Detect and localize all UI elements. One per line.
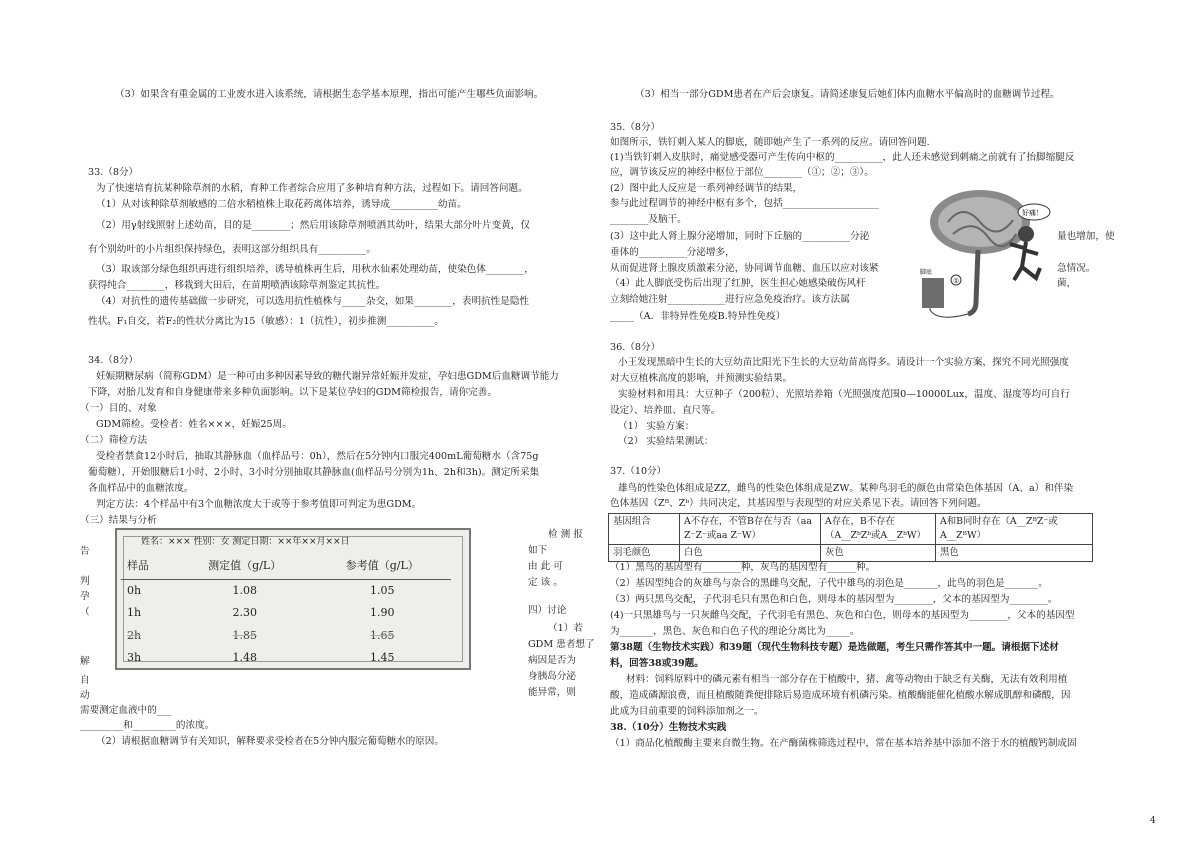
q34-section1: （一）目的、对象: [80, 403, 157, 414]
q33-intro: 为了快速培育抗某种除草剂的水稻，育种工作者综合应用了多种培育种方法，过程如下。请回答问题。: [96, 183, 528, 194]
gene-table-cell: A存在，B不存在（A__ZᵇZᵇ或A__ZᵇW）: [821, 514, 936, 545]
q33-part2a: （2）用γ射线照射上述幼苗，目的是________；然后用该除草剂喷洒其幼叶，结果大部分叶片变黄，仅: [96, 220, 530, 231]
report-col-sample: 样品: [121, 554, 176, 579]
elective-note-b: 料，回答38或39题。: [610, 658, 704, 669]
side-right-9: 能异常，则: [528, 687, 576, 698]
q33-part3a: （3）取该部分绿色组织再进行组织培养，诱导植株再生后，用秋水仙素处理幼苗，使染色体________，: [96, 264, 534, 275]
side-left-6: 动: [80, 690, 90, 701]
figure-label-num: ①: [953, 277, 960, 285]
figure-label-box: 脚底: [920, 269, 933, 276]
report-cell: 0h: [127, 583, 142, 597]
q35-part4a: （4）此人脚底受伤后出现了红肿，医生担心她感染破伤风杆: [610, 278, 866, 289]
q36-part2: （2） 实验结果测试：: [618, 436, 714, 447]
speech-bubble: [1018, 204, 1050, 220]
side-left-3: （: [80, 607, 90, 618]
gene-table-cell: A不存在，不管B存在与否（aa Z⁻Z⁻或aa Z⁻W）: [680, 514, 821, 545]
report-cell: 2.30: [232, 606, 257, 619]
q37-part2: （2）基因型纯合的灰雄鸟与杂合的黑雌鸟交配，子代中雄鸟的羽色是_______，此鸟的羽色是_______。: [610, 578, 1048, 589]
q33-part4b: 性状。F₁自交，若F₂的性状分离比为15（敏感）：1（抗性），初步推测__________。: [88, 316, 444, 327]
q35-part2a: (2）图中此人反应是一系列神经调节的结果，: [610, 183, 803, 194]
gene-table-cell: 基因组合: [609, 514, 680, 545]
report-cell: 1.90: [369, 606, 395, 619]
report-cell: 1.65: [369, 628, 395, 642]
report-cell: 1.48: [232, 651, 257, 664]
q34-section2-c: 各血样品中的血糖浓度。: [88, 483, 194, 494]
figure-label-bubble: 好痛！: [1022, 209, 1043, 217]
q34-section3: （三）结果与分析: [80, 515, 157, 526]
q35-part3-right2: 急情况。: [1057, 263, 1096, 274]
report-cell: 3h: [127, 651, 142, 664]
report-cell: 1h: [127, 606, 142, 619]
side-right-0: 检 测 报: [548, 529, 583, 540]
gene-table-cell: 黑色: [936, 545, 1093, 562]
q33-part2b: 有个别幼叶的小片组织保持绿色，表明这部分组织具有__________。: [88, 244, 376, 255]
q34-need-measure: 需要测定血液中的___: [80, 705, 172, 716]
report-cell: 1.08: [232, 583, 257, 597]
report-cell: 2h: [127, 628, 142, 642]
report-col-measured: 测定值（g/L）: [176, 554, 314, 579]
q33-part1: （1）从对该种除草剂敏感的二倍水稻植株上取花药离体培养，诱导成__________幼苗。: [96, 199, 467, 210]
q34-para1: 妊娠期糖尿病（简称GDM）是一种可由多种因素导致的糖代谢异常妊娠并发症，孕妇患GDM后血糖调节能力: [96, 371, 559, 382]
q36-part1: （1） 实验方案：: [618, 421, 695, 432]
q35-part3b: 垂体的__________分泌增多，: [610, 247, 735, 258]
table-row: [121, 625, 451, 648]
q38-part1: （1）商品化植酸酶主要来自微生物。在产酶菌株筛选过程中，常在基本培养基中添加不溶于水的植酸钙制成固: [610, 738, 1077, 749]
side-left-2: 孕: [80, 591, 90, 602]
side-left-5: 自: [80, 675, 90, 686]
q34-section2-a: 受检者禁食12小时后，抽取其静脉血（血样品号：0h），然后在5分钟内口服完400mL葡萄糖水（含75g: [96, 451, 539, 462]
q35-part4b: 立刻给她注射____________进行应急免疫治疗。该方法属: [610, 294, 850, 305]
q36-para1: 小王发现黑暗中生长的大豆幼苗比阳光下生长的大豆幼苗高得多。请设计一个实验方案，探究不同光照强度: [618, 357, 1069, 368]
side-right-5: （1）若: [548, 623, 583, 634]
report-col-reference: 参考值（g/L）: [313, 554, 451, 579]
q36-para3: 实验材料和用具：大豆种子（200粒）、光照培养箱（光照强度范围0—10000Lux，温度、湿度等均可自行: [618, 389, 1070, 400]
q35-heading: 35.（8分）: [610, 122, 661, 133]
q36-heading: 36.（8分）: [610, 342, 661, 353]
q35-part3c: 从而促进肾上腺皮质激素分泌，协同调节血糖、血压以应对该紧: [610, 263, 879, 274]
q34-part2: （2）请根据血糖调节有关知识，解释要求受检者在5分钟内服完葡萄糖水的原因。: [96, 736, 444, 747]
side-right-8: 身胰岛分泌: [528, 671, 576, 682]
q34-part3: （3）相当一部分GDM患者在产后会康复。请简述康复后她们体内血糖水平偏高时的血糖调节过程。: [635, 89, 1060, 100]
material-a: 材料：饲料原料中的磷元素有相当一部分存在于植酸中，猪、禽等动物由于缺乏有关酶，无法有效利用植: [626, 674, 1068, 685]
table-row: [609, 545, 1093, 562]
side-right-7: 病因是否为: [528, 655, 576, 666]
gene-table-cell: A和B同时存在（A__ZᴮZ⁻或A__ZᴮW）: [936, 514, 1093, 545]
brain-illustration: [930, 190, 1030, 314]
report-cell: 1.05: [369, 583, 395, 597]
gene-table: [608, 513, 1093, 562]
material-c: 此成为目前重要的饲料添加剂之一。: [610, 706, 764, 717]
reflex-figure: [918, 182, 1058, 327]
q35-part2b: 参与此过程调节的神经中枢有多个，包括____________________: [610, 198, 879, 209]
q37-para1: 雄鸟的性染色体组成是ZZ，雌鸟的性染色体组成是ZW。某种鸟羽毛的颜色由常染色体基因（A、a）和伴染: [618, 483, 1074, 494]
report-cell: 1.85: [232, 628, 257, 642]
material-b: 酸，造成磷源浪费，而且植酸随粪便排除后易造成环境有机磷污染。植酸酶能催化植酸水解成肌醇和磷酸，因: [610, 690, 1071, 701]
gdm-report-image: [115, 528, 471, 670]
q35-part3-right1: 量也增加，使: [1057, 231, 1115, 242]
page-number: 4: [1150, 816, 1156, 826]
table-row: [609, 514, 1093, 545]
gene-table-cell: 白色: [680, 545, 821, 562]
q37-part4a: (4)一只黑雄鸟与一只灰雌鸟交配，子代羽毛有黑色、灰色和白色，则母本的基因型为________，父本的基因型: [610, 610, 1075, 621]
q33-part3b: 获得纯合________，移栽到大田后，在苗期喷洒该除草剂鉴定其抗性。: [88, 280, 386, 291]
q35-part1a: (1)当铁钉刺入皮肤时，痛觉感受器可产生传向中枢的__________，此人还未感觉到刺痛之前就有了抬脚缩腿反: [610, 152, 1075, 163]
side-right-2: 由 此 可: [528, 561, 563, 572]
q34-section2-b: 葡萄糖），开始服糖后1小时、2小时、3小时分别抽取其静脉血(血样品号分别为1h、2h和3h)。测定所采集: [88, 467, 540, 478]
q35-intro: 如图所示，铁钉刺入某人的脚底，随即她产生了一系列的反应。请回答问题.: [610, 137, 930, 148]
q34-section1-text: GDM筛检。受检者：姓名×××，妊娠25周。: [96, 419, 292, 430]
report-cell: 1.45: [369, 651, 395, 664]
side-left-4: 解: [80, 656, 90, 667]
q34-para2: 下降，对胎儿发育和自身健康带来多种负面影响。以下是某位孕妇的GDM筛检报告，请你完善。: [88, 387, 497, 398]
q35-part4-right: 菌，: [1057, 278, 1077, 289]
table-row: [121, 647, 451, 670]
side-right-6: GDM 患者想了: [528, 639, 595, 650]
side-right-4: 四）讨论: [528, 605, 567, 616]
report-header: 姓名：××× 性别：女 测定日期：××年××月××日: [141, 537, 350, 547]
q34-section2: （二）筛检方法: [80, 435, 148, 446]
q34-judge-method: 判定方法：4个样品中有3个血糖浓度大于或等于参考值即可判定为患GDM。: [96, 499, 422, 510]
table-row: [121, 602, 451, 625]
side-right-3: 定 该 。: [528, 577, 563, 588]
table-row: [121, 579, 451, 602]
side-left-1: 判: [80, 576, 90, 587]
q37-heading: 37.（10分）: [610, 466, 667, 477]
q33-part4a: （4）对抗性的遗传基础做一步研究，可以选用抗性植株与_____杂交，如果________，表明抗性是隐性: [96, 296, 530, 307]
foot-box: [920, 268, 944, 308]
q33-heading: 33.（8分）: [88, 167, 139, 178]
q37-para2: 色体基因（Zᴮ、Zᵇ）共同决定，其基因型与表现型的对应关系见下表。请回答下列问题。: [610, 498, 987, 509]
q35-part3a: (3）这中此人肾上腺分泌增加，同时下丘脑的__________分泌: [610, 231, 870, 242]
q37-part1: （1）黑鸟的基因型有________种，灰鸟的基因型有______种。: [610, 562, 876, 573]
q35-part4c: _____（A．非特异性免疫B.特异性免疫）: [610, 311, 786, 322]
side-left-0: 告: [80, 546, 90, 557]
q38-heading: 38.（10分）生物技术实践: [610, 722, 727, 733]
q32-3: （3）如果含有重金属的工业废水进入该系统，请根据生态学基本原理，指出可能产生哪些负面影响。: [115, 89, 544, 100]
gene-table-cell: 灰色: [821, 545, 936, 562]
q35-part1b: 应，调节该反应的神经中枢位于部位________（①；②；③）。: [610, 167, 874, 178]
q36-para2: 对大豆植株高度的影响，并预测实验结果。: [610, 373, 793, 384]
q35-part2c: ________及脑干。: [610, 214, 687, 225]
q37-part4b: 为_______，黑色、灰色和白色子代的理论分离比为_____。: [610, 626, 860, 637]
report-table: [121, 554, 451, 670]
gene-table-cell: 羽毛颜色: [609, 545, 680, 562]
q37-part3: （3）两只黑鸟交配，子代羽毛只有黑色和白色，则母本的基因型为________，父本的基因型为________。: [610, 594, 1058, 605]
q36-para4: 设定）、培养皿、直尺等。: [610, 405, 721, 416]
q34-and-concentration: _________和_________的浓度。: [80, 720, 215, 731]
elective-note-a: 第38题（生物技术实践）和39题（现代生物科技专题）是选做题，考生只需作答其中一题。请根据下述材: [610, 642, 1059, 653]
q34-heading: 34.（8分）: [88, 355, 139, 366]
side-right-1: 如下: [528, 545, 548, 556]
